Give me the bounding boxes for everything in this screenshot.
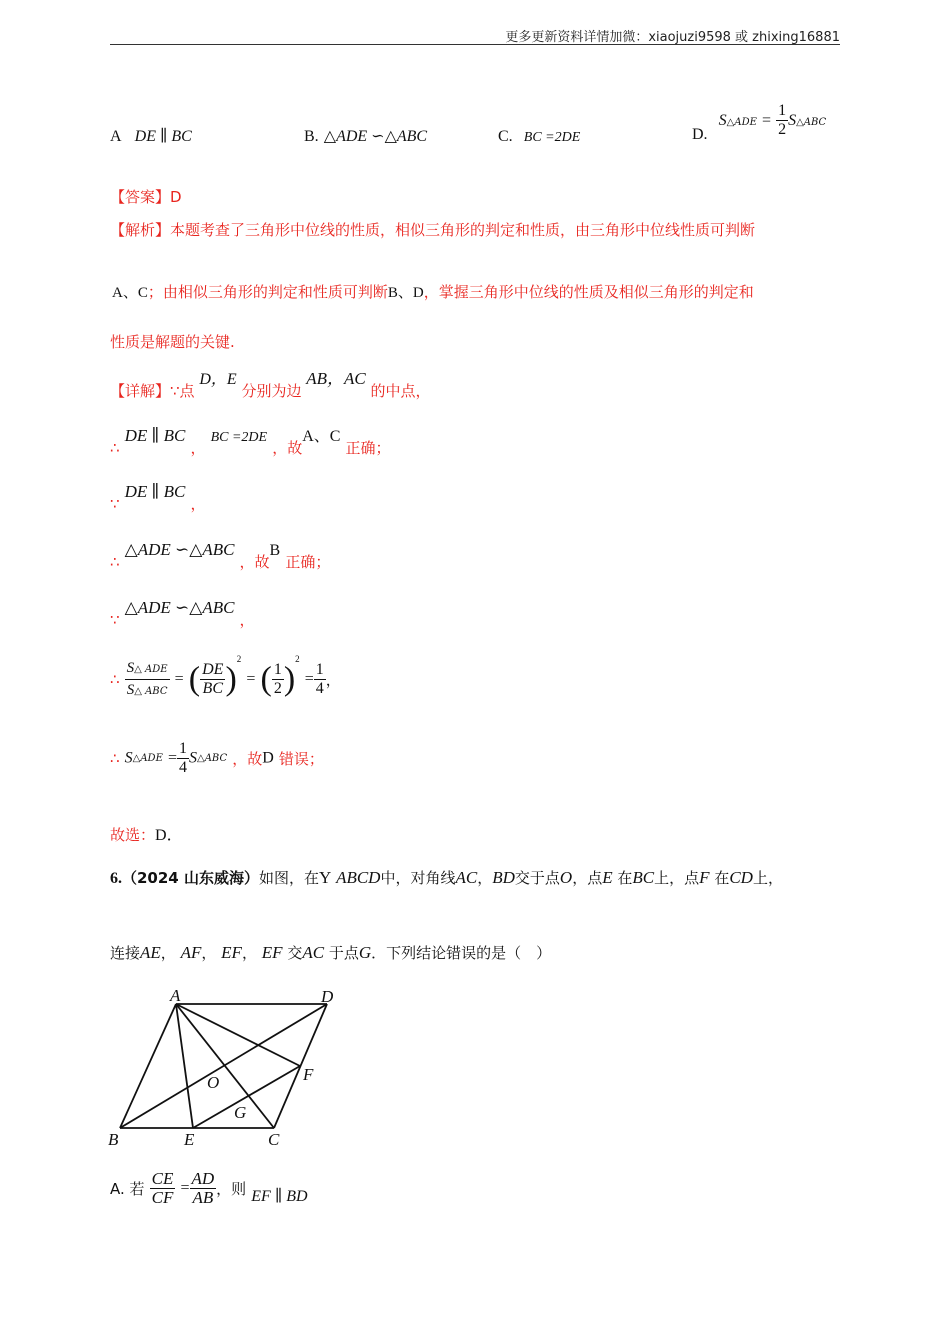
area-ratio-fraction: $\frac{\text{S△ ADE}}{\text{S△ ABC}}$ [126, 660, 168, 698]
q6-line-1: 6.（2024 山东威海）如图，在Y ABCD中，对角线AC，BD交于点O，点E 在BC上，点F 在CD上， [110, 868, 783, 887]
step-1: ∴ DE ∥ BC ， BC =2DE ，故A、C 正确； [110, 426, 391, 457]
analysis-line-1: 【解析】本题考查了三角形中位线的性质，相似三角形的判定和性质，由三角形中位线性质可判断 [110, 221, 756, 239]
step-3: ∴ △ADE ∽△ABC ，故B 正确； [110, 540, 331, 571]
side-cd [274, 1004, 327, 1128]
step-2: ∵ DE ∥ BC ， [110, 482, 206, 513]
label-d: D [321, 987, 334, 1006]
label-a: A [170, 986, 181, 1005]
q6-option-a: A. 若 $\frac{CE}{CF}$ = $\frac{AD}{AB}$ ，则 EF ∥ BD [110, 1169, 308, 1207]
analysis-line-3: 性质是解题的关键. [110, 333, 235, 351]
option-c: C. BC =2DE [498, 128, 581, 145]
de-over-bc-fraction: $\frac{DE}{BC}$ [202, 661, 224, 697]
parallelogram-figure [100, 980, 360, 1155]
label-o: O [207, 1073, 220, 1092]
answer-line: 【答案】D [110, 188, 182, 206]
page-header: 更多更新资料详情加微：xiaojuzi9598 或 zhixing16881 [505, 30, 840, 45]
label-f: F [303, 1065, 314, 1084]
ad-over-ab-fraction: $\frac{AD}{AB}$ [191, 1169, 215, 1207]
analysis-line-2: A、C；由相似三角形的判定和性质可判断B、D，掌握三角形中位线的性质及相似三角形的判定和 [112, 283, 754, 301]
one-half-fraction: $\frac{1}{2}$ [273, 661, 282, 697]
detail-intro: 【详解】∵点 D，E 分别为边 AB，AC 的中点， [110, 369, 431, 400]
option-b: B. △ADE ∽△ABC [304, 128, 428, 145]
one-quarter-fraction-2: $\frac{1}{4}$ [179, 740, 187, 776]
label-g: G [234, 1103, 247, 1122]
option-a: A DE ∥ BC [110, 128, 192, 145]
step-4: ∵ △ADE ∽△ABC ， [110, 598, 255, 629]
q6-line-2: 连接AE， AF， EF， EF 交AC 于点G．下列结论错误的是（ ） [110, 943, 552, 962]
step-6: ∴ S△ADE = $\frac{1}{4}$ S△ABC ，故D 错误； [110, 740, 324, 776]
option-d: D. S△ADE = $\frac{1}{2}$ S△ABC [692, 102, 827, 143]
header-divider [110, 44, 840, 45]
one-quarter-fraction: $\frac{1}{4}$ [315, 661, 324, 697]
step-5: ∴ $\frac{\text{S△ ADE}}{\text{S△ ABC}}$ = ( $\frac{DE}{BC}$ )$^2$ = ( $\frac{1}{2}$ )$^2$ = $\frac{1}{4}$ ， [110, 658, 341, 701]
label-e: E [184, 1130, 195, 1149]
label-b: B [108, 1130, 119, 1149]
fraction-one-half: $\frac{1}{2}$ [778, 102, 787, 138]
side-ab [120, 1004, 176, 1128]
ce-over-cf-fraction: $\frac{CE}{CF}$ [151, 1169, 174, 1207]
final-choice: 故选：D． [110, 826, 183, 844]
label-c: C [268, 1130, 280, 1149]
